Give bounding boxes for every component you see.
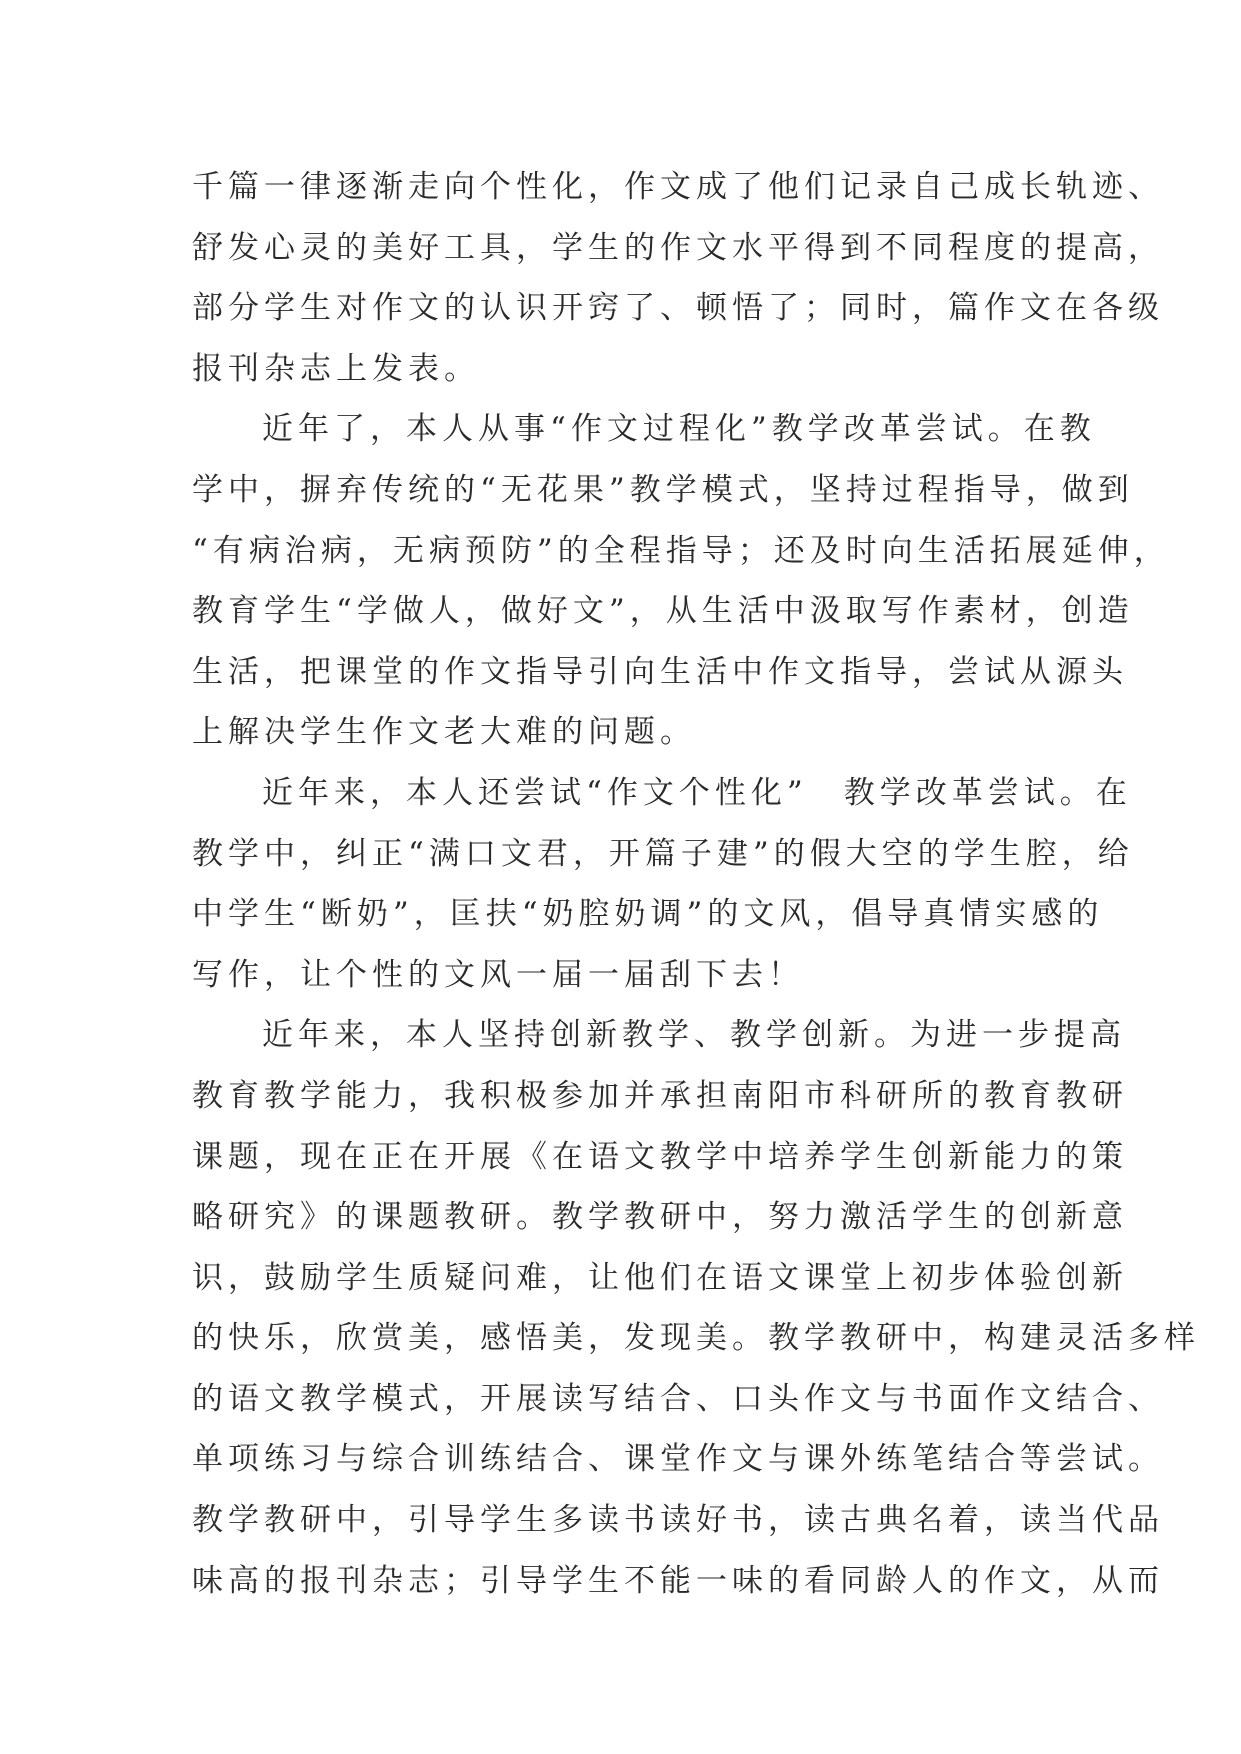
text-line: 略研究》的课题教研。教学教研中，努力激活学生的创新意 (192, 1199, 1128, 1236)
body-text (192, 157, 1200, 1611)
text-line: 教学中，纠正“满口文君，开篇子建”的假大空的学生腔，给 (192, 835, 1134, 872)
text-line: 的快乐，欣赏美，感悟美，发现美。教学教研中，构建灵活多样 (192, 1320, 1200, 1357)
text-line: 舒发心灵的美好工具，学生的作文水平得到不同程度的提高， (192, 229, 1164, 266)
text-line: 识，鼓励学生质疑问难，让他们在语文课堂上初步体验创新 (192, 1259, 1128, 1296)
paragraph-first-line: 近年来，本人坚持创新教学、教学创新。为进一步提高 (262, 1017, 1126, 1054)
paragraph-first-line: 近年来，本人还尝试“作文个性化” 教学改革尝试。在 (262, 774, 1132, 811)
text-line: 课题，现在正在开展《在语文教学中培养学生创新能力的策 (192, 1138, 1128, 1175)
text-line: 教学教研中，引导学生多读书读好书，读古典名着，读当代品 (192, 1502, 1164, 1539)
text-line: 千篇一律逐渐走向个性化，作文成了他们记录自己成长轨迹、 (192, 169, 1164, 205)
text-line: 教育学生“学做人，做好文”，从生活中汲取写作素材，创造 (192, 593, 1134, 630)
paragraph-first-line: 近年了，本人从事“作文过程化”教学改革尝试。在教 (262, 411, 1096, 448)
text-line: 教育教学能力，我积极参加并承担南阳市科研所的教育教研 (192, 1077, 1128, 1114)
text-line: 上解决学生作文老大难的问题。 (192, 714, 696, 751)
text-line: 生活，把课堂的作文指导引向生活中作文指导，尝试从源头 (192, 653, 1128, 690)
text-line: 写作，让个性的文风一届一届刮下去！ (192, 956, 804, 993)
text-line: 部分学生对作文的认识开窍了、顿悟了；同时，篇作文在各级 (192, 290, 1164, 327)
text-line: “有病治病，无病预防”的全程指导；还及时向生活拓展延伸， (192, 532, 1170, 569)
text-line: 中学生“断奶”，匡扶“奶腔奶调”的文风，倡导真情实感的 (192, 896, 1104, 933)
text-line: 报刊杂志上发表。 (192, 350, 480, 387)
text-line: 单项练习与综合训练结合、课堂作文与课外练笔结合等尝试。 (192, 1441, 1164, 1478)
text-line: 味高的报刊杂志；引导学生不能一味的看同龄人的作文，从而 (192, 1562, 1164, 1599)
text-line: 的语文教学模式，开展读写结合、口头作文与书面作文结合、 (192, 1380, 1164, 1417)
text-line: 学中，摒弃传统的“无花果”教学模式，坚持过程指导，做到 (192, 471, 1134, 508)
